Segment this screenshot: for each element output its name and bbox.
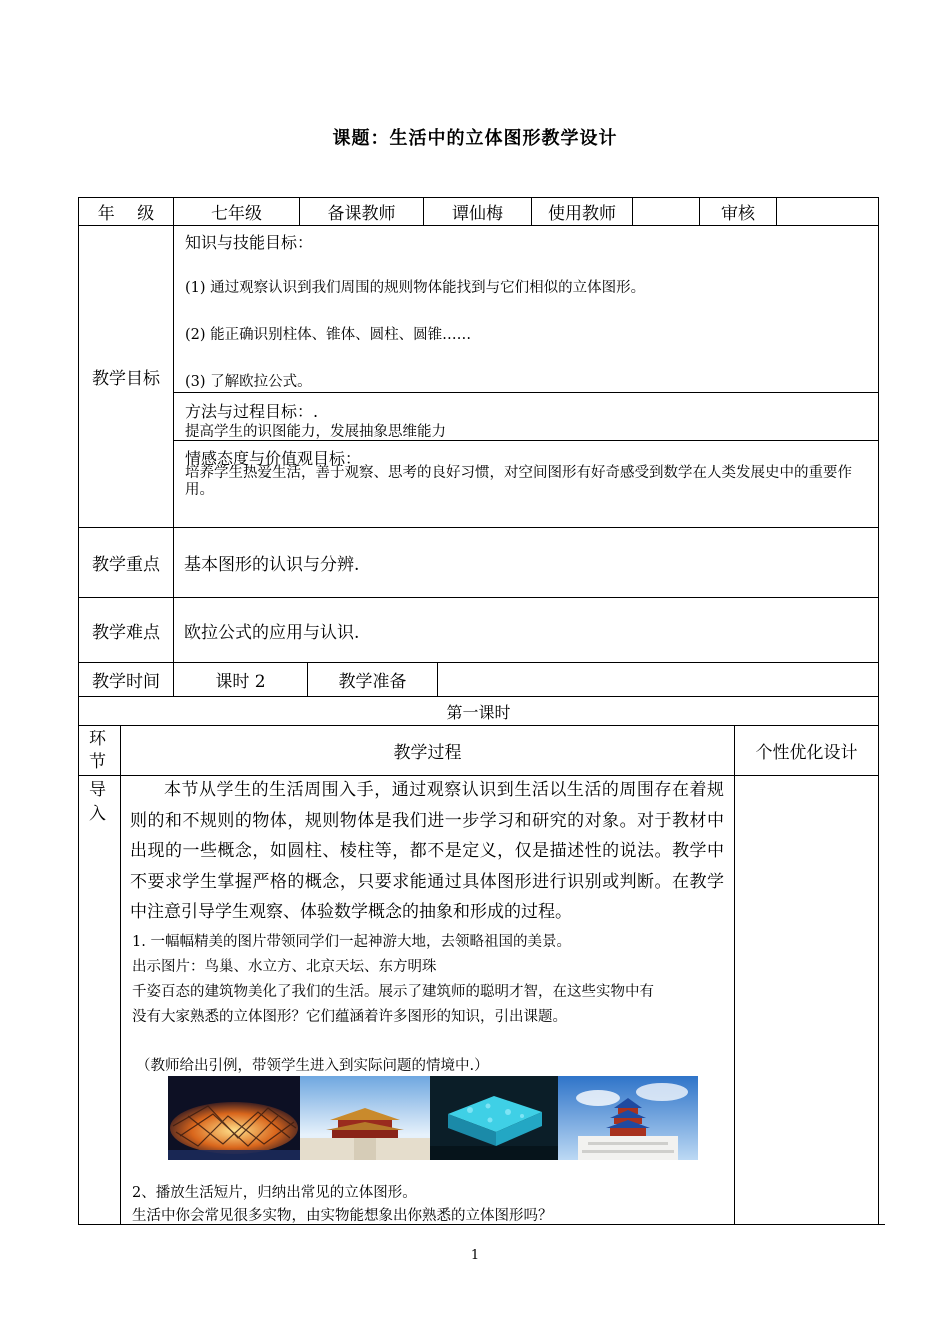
time-label: 教学时间 bbox=[78, 663, 173, 697]
col-optimize-header: 个性优化设计 bbox=[734, 726, 879, 776]
method-objectives bbox=[173, 393, 879, 441]
objectives-label: 教学目标 bbox=[78, 226, 173, 528]
intro-line-3: 千姿百态的建筑物美化了我们的生活。展示了建筑师的聪明才智，在这些实物中有 bbox=[132, 984, 654, 1000]
prep-teacher-value: 谭仙梅 bbox=[423, 197, 531, 226]
col-process-header: 教学过程 bbox=[120, 726, 734, 776]
section-title: 第一课时 bbox=[78, 697, 879, 726]
review-value bbox=[776, 197, 879, 226]
intro-line-2: 出示图片：鸟巢、水立方、北京天坛、东方明珠 bbox=[132, 959, 437, 975]
difficulty-label: 教学难点 bbox=[78, 598, 173, 663]
optimize-cell bbox=[734, 776, 879, 1225]
prep-label: 教学准备 bbox=[307, 663, 437, 697]
intro-line-4: 没有大家熟悉的立体图形？它们蕴涵着许多图形的知识，引出课题。 bbox=[132, 1009, 567, 1025]
stage-intro-label: 导入 bbox=[78, 776, 120, 1225]
prep-teacher-label: 备课教师 bbox=[299, 197, 423, 226]
attitude-objectives bbox=[173, 441, 879, 528]
page-title: 课题：生活中的立体图形教学设计 bbox=[332, 128, 618, 149]
attitude-text: 培养学生热爱生活，善于观察、思考的良好习惯，对空间图形有好奇感受到数学在人类发展史中的重要作用。 bbox=[185, 465, 852, 498]
knowledge-heading: 知识与技能目标： bbox=[185, 233, 314, 252]
knowledge-item-2: (2) 能正确识别柱体、锥体、圆柱、圆锥…… bbox=[185, 327, 472, 343]
review-label: 审核 bbox=[699, 197, 776, 226]
intro-line-1: 1. 一幅幅精美的图片带领同学们一起神游大地，去领略祖国的美景。 bbox=[132, 934, 571, 950]
use-teacher-value bbox=[632, 197, 699, 226]
knowledge-objectives bbox=[173, 226, 879, 393]
forbidden-city-image bbox=[300, 1076, 430, 1160]
birds-nest-image bbox=[168, 1076, 300, 1160]
difficulty-text: 欧拉公式的应用与认识. bbox=[173, 598, 879, 663]
water-cube-image bbox=[430, 1076, 558, 1160]
knowledge-item-1: (1) 通过观察认识到我们周围的规则物体能找到与它们相似的立体图形。 bbox=[185, 280, 646, 296]
key-point-text: 基本图形的认识与分辨. bbox=[173, 528, 879, 598]
intro-line-7: 生活中你会常见很多实物，由实物能想象出你熟悉的立体图形吗？ bbox=[132, 1208, 553, 1224]
grade-value: 七年级 bbox=[173, 197, 299, 226]
attitude-heading: 情感态度与价值观目标： bbox=[185, 449, 362, 468]
use-teacher-label: 使用教师 bbox=[531, 197, 632, 226]
time-value: 课时 2 bbox=[173, 663, 307, 697]
col-stage-header: 环节 bbox=[78, 726, 120, 776]
knowledge-item-3: (3) 了解欧拉公式。 bbox=[185, 374, 312, 390]
intro-line-5: （教师给出引例，带领学生进入到实际问题的情境中.） bbox=[136, 1058, 489, 1074]
method-text: 提高学生的识图能力，发展抽象思维能力 bbox=[185, 424, 446, 440]
intro-line-6: 2、播放生活短片，归纳出常见的立体图形。 bbox=[132, 1185, 417, 1201]
temple-of-heaven-image bbox=[558, 1076, 698, 1160]
prep-value bbox=[437, 663, 879, 697]
table-edge-tick bbox=[879, 1224, 885, 1225]
key-point-label: 教学重点 bbox=[78, 528, 173, 598]
grade-label: 年 级 bbox=[78, 197, 173, 226]
page-number: 1 bbox=[470, 1248, 480, 1263]
intro-paragraph: 本节从学生的生活周围入手，通过观察认识到生活以生活的周围存在着规则的和不规则的物体，规则物体是我们进一步学习和研究的对象。对于教材中出现的一些概念，如圆柱、棱柱等，都不是定义，仅是描述性的说法。教学中不要求学生掌握严格的概念，只要求能通过具体图形进行识别或判断。在教学中注意引导学生观察、体验数学概念的抽象和形成的过程。 bbox=[130, 780, 724, 922]
method-heading: 方法与过程目标：. bbox=[185, 402, 319, 421]
